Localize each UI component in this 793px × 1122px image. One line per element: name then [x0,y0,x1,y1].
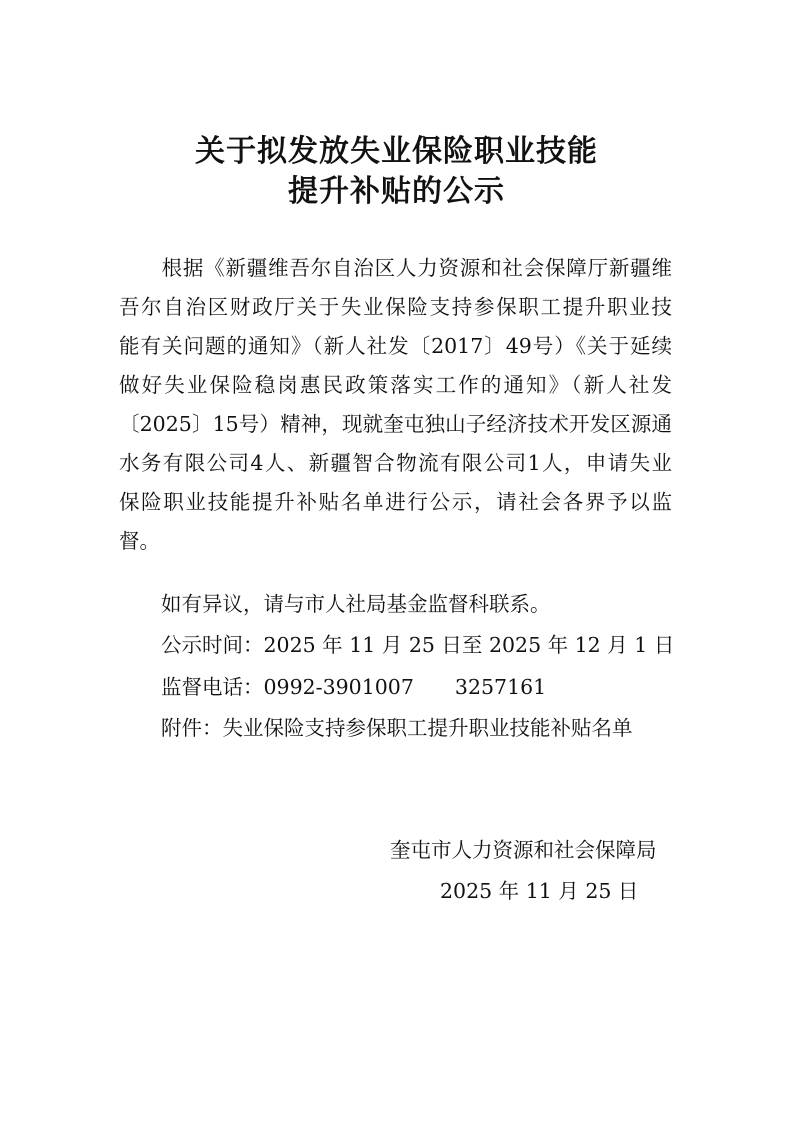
document-title-line-2: 提升补贴的公示 [288,174,505,209]
body-line-7: 保险职业技能提升补贴名单进行公示，请社会各界予以监 [119,490,672,514]
body-line-2: 吾尔自治区财政厅关于失业保险支持参保职工提升职业技 [119,295,672,319]
supervision-hotline: 监督电话：0992-3901007 3257161 [161,675,547,699]
body-line-5: 〔2025〕15号）精神，现就奎屯独山子经济技术开发区源通 [119,412,672,436]
document-title-line-1: 关于拟发放失业保险职业技能 [195,134,598,169]
publicity-period: 公示时间：2025 年 11 月 25 日至 2025 年 12 月 1 日 [161,633,675,657]
body-line-4: 做好失业保险稳岗惠民政策落实工作的通知》（新人社发 [119,373,672,397]
body-line-6: 水务有限公司4人、新疆智合物流有限公司1人，申请失业 [119,451,672,475]
issuer-name: 奎屯市人力资源和社会保障局 [390,838,657,862]
body-line-1: 根据《新疆维吾尔自治区人力资源和社会保障厅新疆维 [119,256,672,280]
body-line-3: 能有关问题的通知》（新人社发〔2017〕49号）《关于延续 [119,334,672,358]
body-line-8: 督。 [119,529,160,553]
attachment-note: 附件：失业保险支持参保职工提升职业技能补贴名单 [161,716,633,740]
objection-note: 如有异议，请与市人社局基金监督科联系。 [161,592,551,616]
issue-date: 2025 年 11 月 25 日 [440,879,639,903]
